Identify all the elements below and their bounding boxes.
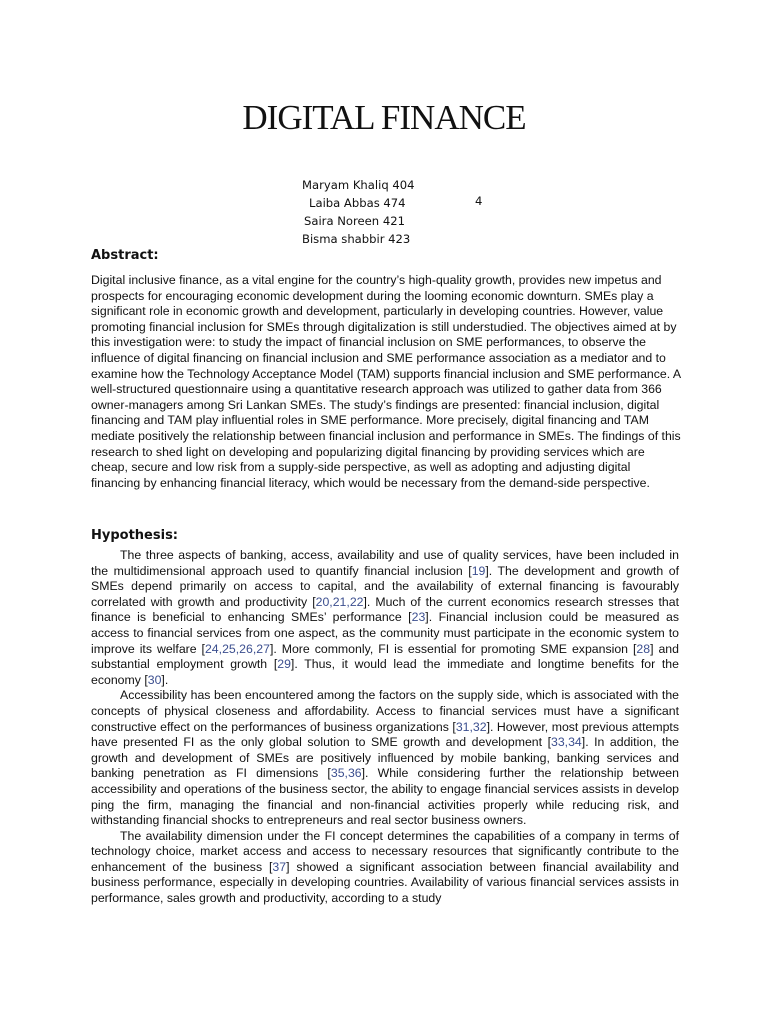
author-name: Saira Noreen 421 [304, 214, 405, 228]
hypothesis-body [91, 548, 679, 907]
text-segment: ]. While considering further the relationship between accessibility and operations of the business sector, the ability to engage financial services assists in develop ping the firm, managing the financial and non-financial activities properly while reducing risk, and withstanding financial shocks to entrepreneurs and real sector business owners. [91, 766, 679, 828]
text-segment: ]. [161, 672, 169, 687]
author-name: Laiba Abbas 474 [309, 196, 406, 210]
author-name: Bisma shabbir 423 [302, 232, 411, 246]
text-segment: The availability dimension under the FI concept determines the capabilities of a company in terms of technology choice, market access and access to necessary resources that significantly contribute to the enhancement of the business [ [91, 828, 679, 874]
citation-link[interactable]: 20,21,22 [315, 594, 364, 609]
document-title: DIGITAL FINANCE [242, 98, 526, 137]
hypothesis-heading: Hypothesis: [91, 528, 179, 543]
abstract-text: Digital inclusive finance, as a vital engine for the country’s high-quality growth, provides new impetus and prospects for encouraging economic development during the looming economic downturn. SMEs play a significant role in economic growth and development, particularly in developing countries. However, value promoting financial inclusion for SMEs through digitalization is still understudied. The objectives aimed at by this investigation were: to study the impact of financial inclusion on SME performances, to observe the influence of digital financing on financial inclusion and SME performance association as a mediator and to examine how the Technology Acceptance Model (TAM) supports financial inclusion and SME performance. A well-structured questionnaire using a quantitative research approach was utilized to gather data from 366 owner-managers among Sri Lankan SMEs. The study’s findings are presented: financial inclusion, digital financing and TAM play influential roles in SME performance. More precisely, digital financing and TAM mediate positively the relationship between financial inclusion and performance in SMEs. The findings of this research to shed light on developing and popularizing digital financing by providing services which are cheap, secure and low risk from a supply-side perspective, as well as adopting and adjusting digital financing by enhancing financial literacy, which would be necessary from the demand-side perspective. [91, 273, 681, 490]
text-segment: ] and substantial employment growth [ [91, 641, 679, 672]
text-segment: ]. Thus, it would lead the immediate and longtime benefits for the economy [ [91, 657, 679, 687]
text-segment: The three aspects of banking, access, availability and use of quality services, have been included in the multidimensional approach used to quantify financial inclusion [ [91, 548, 679, 578]
text-segment: ] showed a significant association between financial availability and business performance, especially in developing countries. Availability of various financial services assists in performance, sales growth and productivity, according to a study [91, 859, 679, 906]
citation-link[interactable]: 24,25,26,27 [204, 641, 270, 656]
citation-link[interactable]: 19 [471, 563, 486, 578]
abstract-heading: Abstract: [91, 248, 159, 263]
citation-link[interactable]: 30 [147, 672, 162, 687]
author-list [300, 176, 500, 248]
author-number: 4 [475, 194, 483, 208]
text-segment: ]. However, most previous attempts have presented FI as the only global solution to SME growth and development [ [91, 719, 679, 750]
hypothesis-paragraph-1 [91, 548, 679, 688]
text-segment: ]. The development and growth of SMEs depend primarily on access to capital, and the availability of external financing is favourably correlated with growth and productivity [ [91, 563, 679, 609]
citation-link[interactable]: 37 [272, 859, 287, 874]
hypothesis-paragraph-3 [91, 829, 679, 907]
citation-link[interactable]: 33,34 [551, 735, 582, 750]
text-segment: ]. In addition, the growth and development of SMEs are positively influenced by mobile banking, banking services and banking penetration as FI dimensions [ [91, 735, 680, 781]
hypothesis-paragraph-2 [91, 688, 679, 828]
citation-link[interactable]: 35,36 [330, 766, 362, 781]
text-segment: ]. Much of the current economics research stresses that finance is beneficial to enhancing SMEs’ performance [ [91, 594, 679, 625]
text-segment: ]. More commonly, FI is essential for promoting SME expansion [ [269, 641, 637, 656]
citation-link[interactable]: 31,32 [455, 719, 487, 734]
text-segment: Accessibility has been encountered among the factors on the supply side, which is associated with the concepts of physical closeness and affordability. Access to financial services must have a significant constructive effect on the performances of business organizations [ [91, 688, 679, 734]
text-segment: ]. Financial inclusion could be measured as access to financial services from one aspect, as the community must participate in the economic system to improve its welfare [ [91, 610, 680, 656]
citation-link[interactable]: 29 [277, 657, 291, 672]
author-name: Maryam Khaliq 404 [302, 178, 415, 192]
citation-link[interactable]: 28 [636, 641, 651, 656]
citation-link[interactable]: 23 [411, 610, 426, 625]
